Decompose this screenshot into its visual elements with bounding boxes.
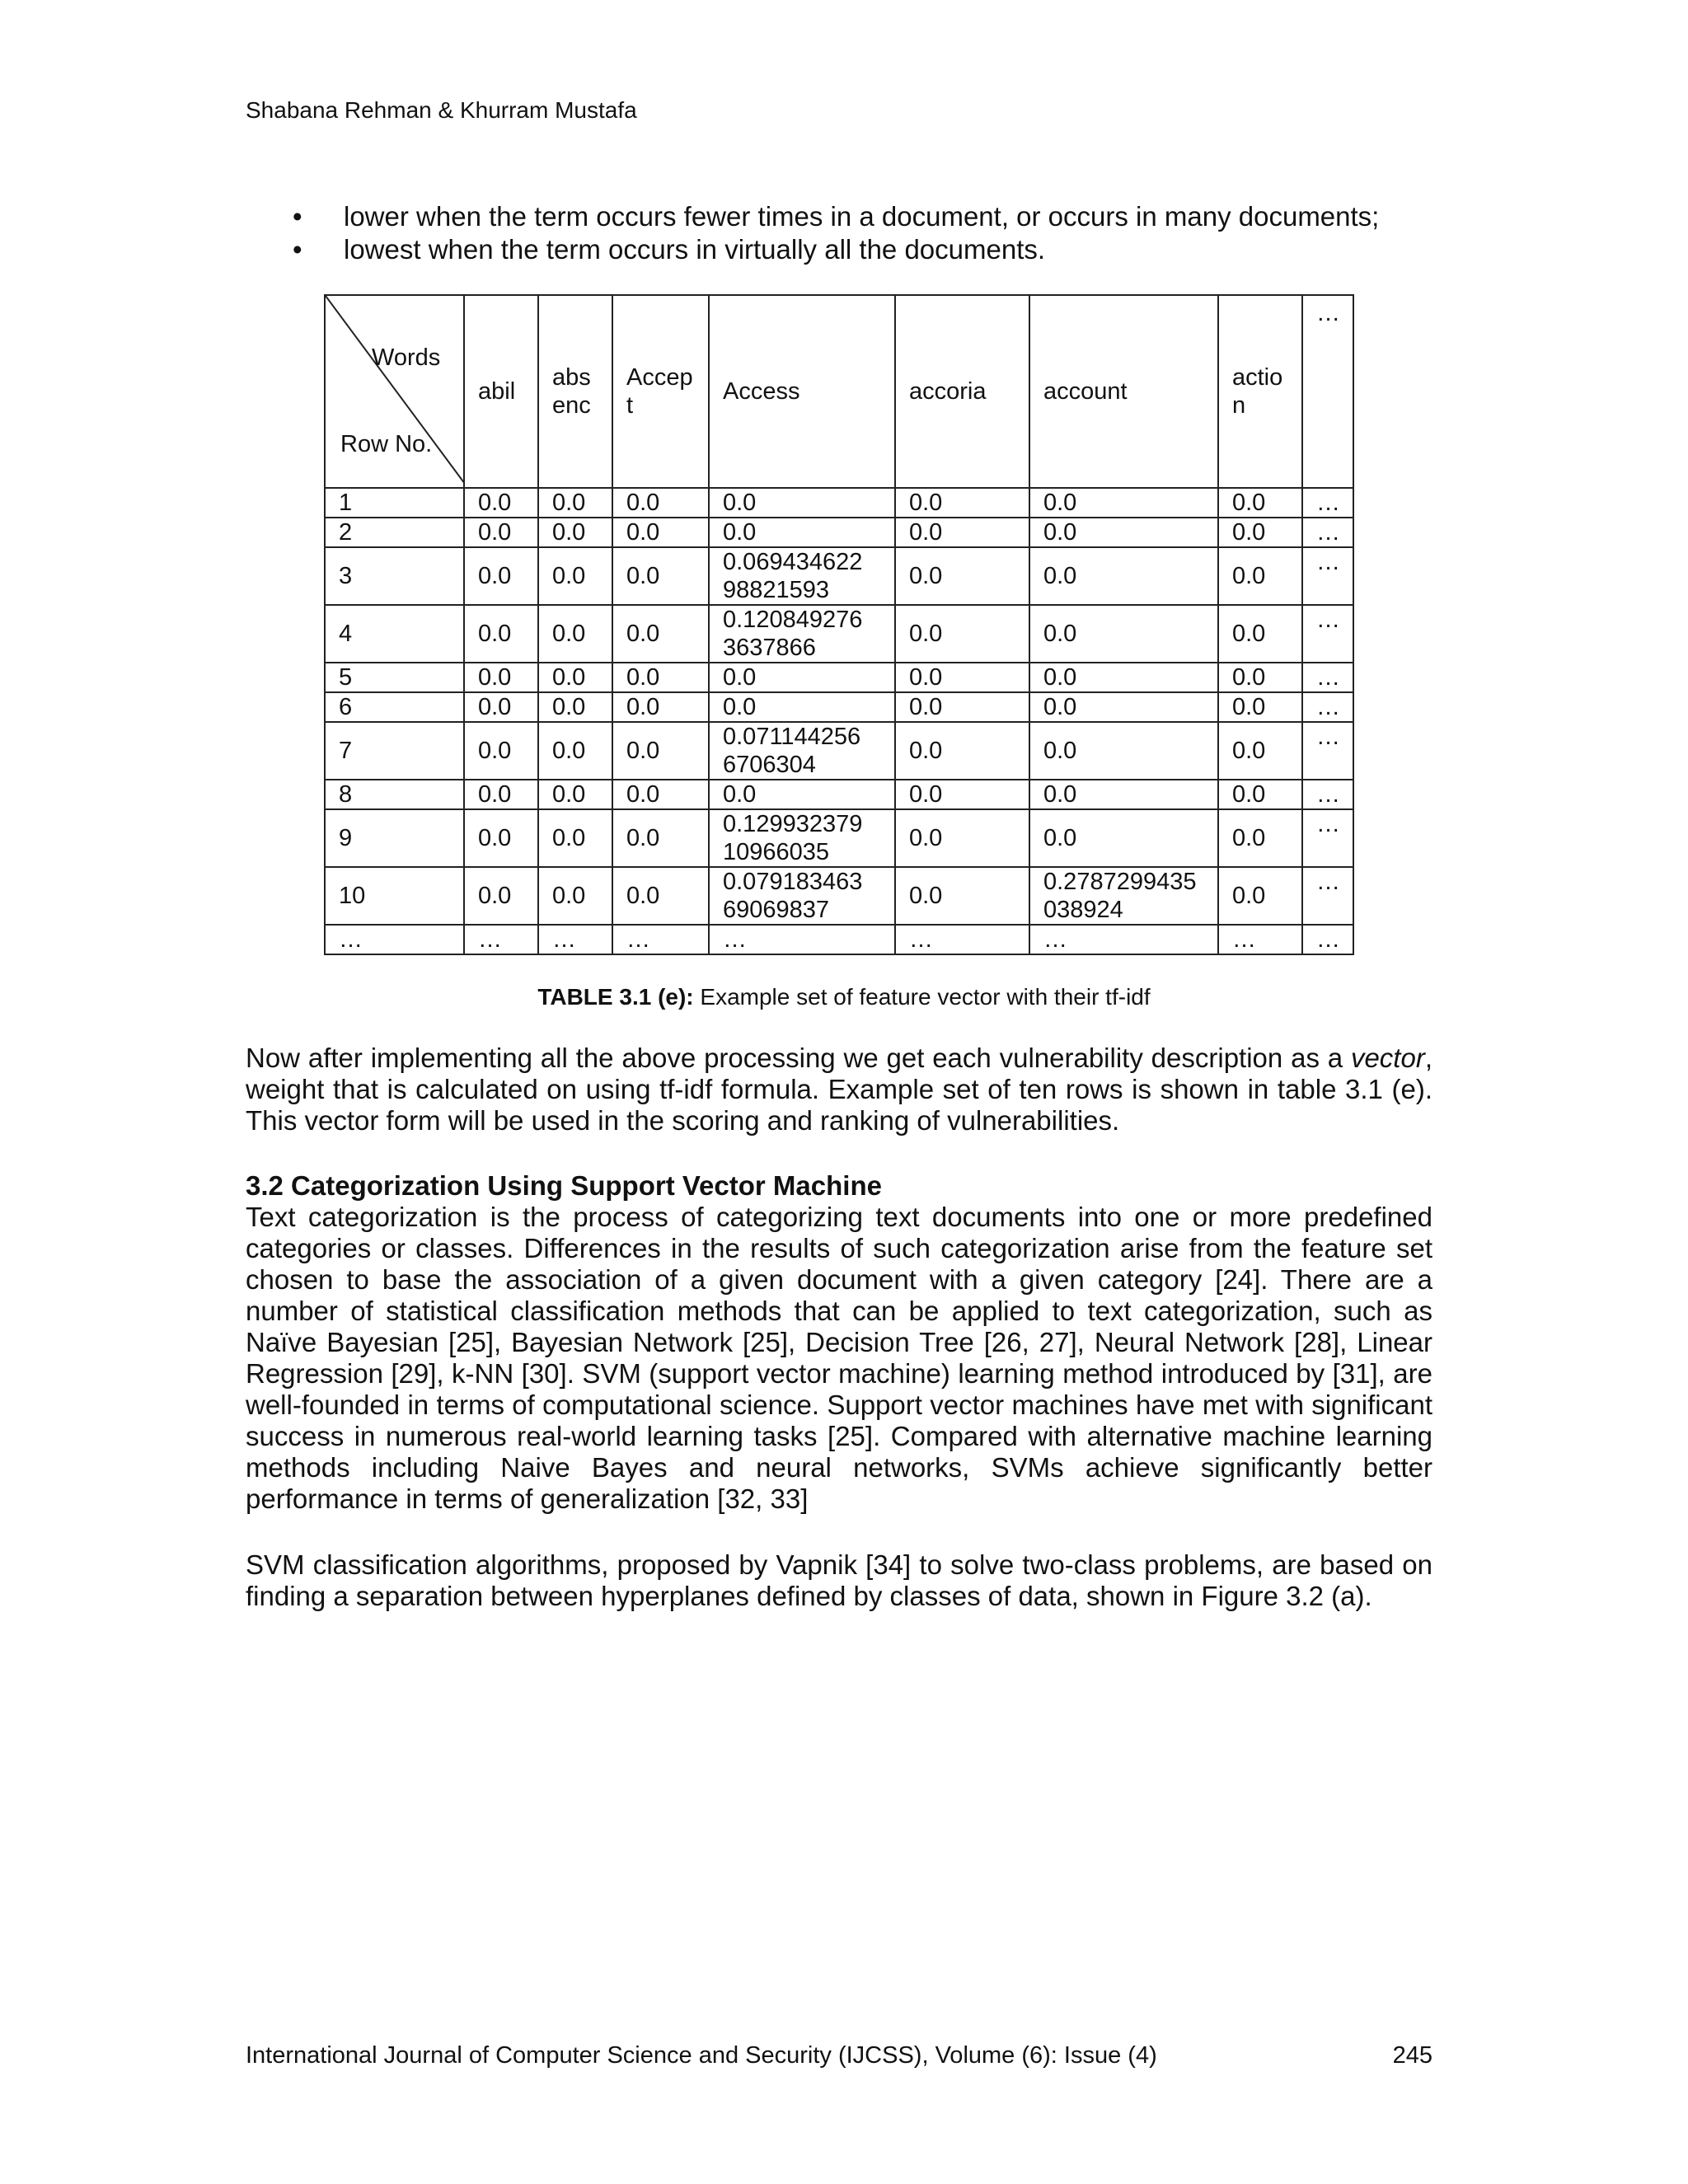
paragraph-svm-algorithms: SVM classification algorithms, proposed by Vapnik [34] to solve two-class problems, are based on finding a separation between hyperplanes defined by classes of data, shown in Figure 3.2 (a). [246, 1549, 1432, 1611]
table-row [325, 780, 1353, 809]
table-cell: … [1302, 867, 1353, 925]
table-cell: 0.0 [612, 780, 709, 809]
table-cell: 0.0 [538, 605, 612, 663]
column-header: Accep t [612, 295, 709, 488]
table-cell: … [612, 925, 709, 954]
table-cell: 0.0 [1218, 809, 1302, 867]
table-cell: 0.0 [464, 722, 538, 780]
paragraph-vector-form [246, 1043, 1432, 1137]
table-cell: 0.0 [1218, 488, 1302, 518]
table-cell: 0.0 [612, 488, 709, 518]
table-body [325, 488, 1353, 954]
table-cell: 0.0 [464, 867, 538, 925]
corner-label-words: Words [372, 344, 441, 371]
table-cell: … [1302, 780, 1353, 809]
table-cell: 0.0 [1029, 663, 1218, 692]
table-cell: 0.0 [895, 780, 1029, 809]
table-cell: 0.0 [709, 692, 895, 722]
paragraph-italic-term: vector [1350, 1043, 1425, 1073]
table-cell: 0.0 [895, 488, 1029, 518]
table-cell: 0.0 [895, 605, 1029, 663]
table-cell: 0.0 [895, 692, 1029, 722]
row-number-cell: 9 [325, 809, 464, 867]
table-cell: 0.0 [538, 518, 612, 547]
table-cell: 0.079183463 69069837 [709, 867, 895, 925]
table-cell: 0.0 [538, 867, 612, 925]
table-row [325, 925, 1353, 954]
bullet-dot: • [293, 201, 302, 232]
paragraph-text: Now after implementing all the above processing we get each vulnerability description as a [246, 1043, 1351, 1073]
table-cell: … [464, 925, 538, 954]
bullet-text: lower when the term occurs fewer times in a document, or occurs in many documents; [344, 201, 1380, 232]
table-cell: 0.0 [612, 547, 709, 605]
column-header: accoria [895, 295, 1029, 488]
table-cell: 0.0 [1218, 780, 1302, 809]
tfidf-table [324, 294, 1354, 955]
table-cell: 0.0 [464, 518, 538, 547]
row-number-cell: 7 [325, 722, 464, 780]
table-cell: 0.0 [612, 518, 709, 547]
column-header: abs enc [538, 295, 612, 488]
footer-page-number: 245 [1392, 2042, 1432, 2069]
bullet-item [293, 200, 1379, 233]
table-cell: 0.0 [1029, 547, 1218, 605]
table-cell: 0.0 [612, 867, 709, 925]
table-caption-label: TABLE 3.1 (e): [537, 984, 694, 1010]
column-header: Access [709, 295, 895, 488]
table-cell: 0.0 [464, 692, 538, 722]
table-row [325, 867, 1353, 925]
table-cell: 0.0 [895, 722, 1029, 780]
row-number-cell: 2 [325, 518, 464, 547]
column-header: abil [464, 295, 538, 488]
row-number-cell: 1 [325, 488, 464, 518]
table-cell: 0.0 [612, 809, 709, 867]
section-heading: 3.2 Categorization Using Support Vector Machine [246, 1170, 882, 1201]
table-cell: 0.0 [1218, 867, 1302, 925]
table-header-row [325, 295, 1353, 488]
table-cell: 0.0 [895, 663, 1029, 692]
table-row [325, 605, 1353, 663]
table-cell: 0.0 [709, 488, 895, 518]
table-cell: 0.0 [709, 780, 895, 809]
table-cell: 0.0 [1218, 663, 1302, 692]
table-cell: 0.0 [538, 488, 612, 518]
corner-label-row-no: Row No. [340, 431, 433, 457]
table-cell: … [895, 925, 1029, 954]
table-cell: 0.0 [1218, 547, 1302, 605]
table-cell: 0.0 [709, 663, 895, 692]
bullet-dot: • [293, 234, 302, 265]
row-number-cell: … [325, 925, 464, 954]
page-footer [246, 2042, 1432, 2069]
table-cell: 0.0 [1029, 692, 1218, 722]
table-cell: 0.0 [538, 692, 612, 722]
table-cell: 0.0 [1029, 488, 1218, 518]
table-cell: … [1302, 488, 1353, 518]
table-cell: 0.0 [1218, 605, 1302, 663]
table-cell: 0.0 [895, 547, 1029, 605]
table-cell: 0.0 [538, 780, 612, 809]
table-caption [0, 984, 1688, 1010]
table-cell: 0.0 [1029, 518, 1218, 547]
table-row [325, 809, 1353, 867]
table-cell: 0.0 [1029, 722, 1218, 780]
table-cell: … [538, 925, 612, 954]
column-header: actio n [1218, 295, 1302, 488]
paragraph-text: , weight that is calculated on using tf-idf formula. Example set of ten rows is shown in table 3.1 (e). This vector form will be used in the scoring and ranking of vulnerabilities. [246, 1043, 1432, 1136]
table-cell: 0.0 [895, 867, 1029, 925]
table-cell: 0.0 [612, 722, 709, 780]
bullet-text: lowest when the term occurs in virtually all the documents. [344, 234, 1046, 265]
table-cell: 0.0 [1218, 692, 1302, 722]
table-cell: 0.0 [464, 809, 538, 867]
row-number-cell: 4 [325, 605, 464, 663]
table-cell: 0.0 [612, 605, 709, 663]
row-number-cell: 3 [325, 547, 464, 605]
row-number-cell: 8 [325, 780, 464, 809]
table-row [325, 692, 1353, 722]
table-cell: 0.0 [1029, 809, 1218, 867]
table-cell: … [1302, 809, 1353, 867]
table-cell: 0.0 [1218, 722, 1302, 780]
running-header: Shabana Rehman & Khurram Mustafa [246, 97, 637, 123]
column-header: … [1302, 295, 1353, 488]
table-cell: … [1302, 925, 1353, 954]
table-cell: 0.0 [464, 605, 538, 663]
table-cell: … [1029, 925, 1218, 954]
table-cell: … [1302, 692, 1353, 722]
table-cell: 0.0 [538, 547, 612, 605]
table-cell: 0.2787299435 038924 [1029, 867, 1218, 925]
table-cell: 0.0 [538, 809, 612, 867]
row-number-cell: 10 [325, 867, 464, 925]
table-cell: 0.0 [1218, 518, 1302, 547]
table-row [325, 518, 1353, 547]
table-cell: 0.0 [612, 663, 709, 692]
table-cell: 0.129932379 10966035 [709, 809, 895, 867]
table-cell: 0.0 [464, 780, 538, 809]
table-cell: 0.0 [464, 488, 538, 518]
footer-journal: International Journal of Computer Science and Security (IJCSS), Volume (6): Issue (4) [246, 2042, 1157, 2069]
table-row [325, 547, 1353, 605]
table-cell: 0.0 [1029, 780, 1218, 809]
table-cell: 0.120849276 3637866 [709, 605, 895, 663]
table-cell: 0.0 [464, 547, 538, 605]
table-row [325, 722, 1353, 780]
table-cell: … [1302, 518, 1353, 547]
table-cell: 0.0 [709, 518, 895, 547]
bullet-item [293, 233, 1379, 266]
corner-header-cell [325, 295, 464, 488]
table-cell: 0.069434622 98821593 [709, 547, 895, 605]
table-caption-text: Example set of feature vector with their tf-idf [693, 984, 1151, 1010]
table-cell: … [1302, 663, 1353, 692]
table-cell: … [709, 925, 895, 954]
paragraph-text-categorization: Text categorization is the process of categorizing text documents into one or more predefined categories or classes. Differences in the results of such categorization arise from the feature set chosen to base the association of a given document with a given category [24]. There are a number of statistical classification methods that can be applied to text categorization, such as Naïve Bayesian [25], Bayesian Network [25], Decision Tree [26, 27], Neural Network [28], Linear Regression [29], k-NN [30]. SVM (support vector machine) learning method introduced by [31], are well-founded in terms of computational science. Support vector machines have met with significant success in numerous real-world learning tasks [25]. Compared with alternative machine learning methods including Naive Bayes and neural networks, SVMs achieve significantly better performance in terms of generalization [32, 33] [246, 1202, 1432, 1514]
row-number-cell: 5 [325, 663, 464, 692]
table-cell: 0.0 [1029, 605, 1218, 663]
table-cell: 0.0 [538, 663, 612, 692]
table-cell: 0.0 [612, 692, 709, 722]
table-row [325, 488, 1353, 518]
table-cell: 0.0 [895, 518, 1029, 547]
table-cell: … [1218, 925, 1302, 954]
table-cell: 0.071144256 6706304 [709, 722, 895, 780]
table-cell: 0.0 [538, 722, 612, 780]
table-cell: … [1302, 605, 1353, 663]
bullet-list [293, 200, 1379, 266]
row-number-cell: 6 [325, 692, 464, 722]
column-header: account [1029, 295, 1218, 488]
table-cell: 0.0 [464, 663, 538, 692]
table-row [325, 663, 1353, 692]
table-cell: 0.0 [895, 809, 1029, 867]
table-cell: … [1302, 547, 1353, 605]
table-cell: … [1302, 722, 1353, 780]
